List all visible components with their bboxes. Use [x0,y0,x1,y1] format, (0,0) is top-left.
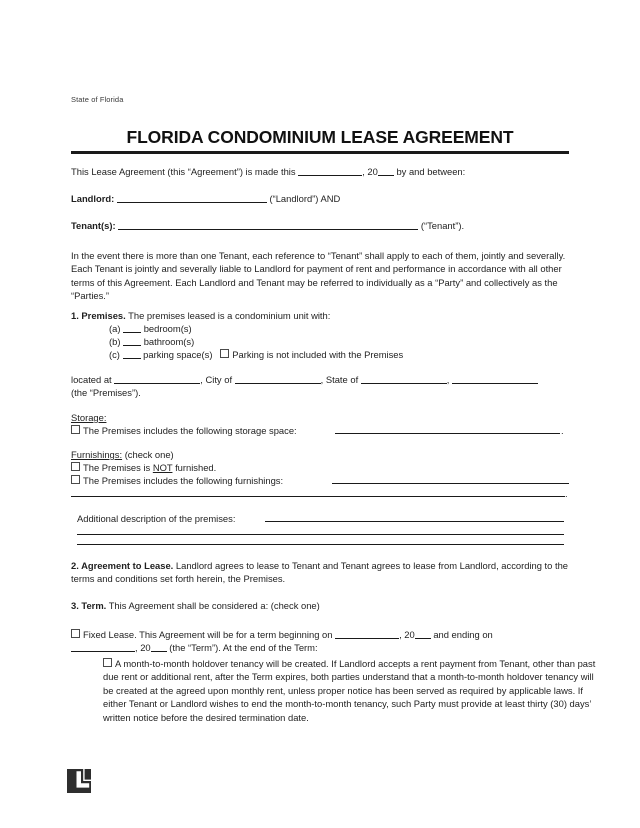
parking-not-included-checkbox[interactable] [220,349,229,358]
premises-bathrooms-blank[interactable] [123,336,141,346]
title-divider [71,151,569,154]
section-3-heading [71,599,569,612]
fixed-lease-label-d: , 20 [135,642,151,653]
furnishings-heading-text: Furnishings: [71,449,123,460]
term-start-day-blank[interactable] [335,629,399,639]
state-label: , State of [320,374,359,385]
additional-description-blank-3[interactable] [77,544,564,545]
storage-heading [71,411,569,424]
premises-parking-label: parking space(s) [143,349,213,360]
premises-parking-row [71,349,607,362]
furnishings-included-label: The Premises includes the following furnishings: [83,475,284,486]
section-2-number: 2. Agreement to Lease. [71,560,174,571]
state-blank[interactable] [361,374,447,384]
premises-bathrooms-row [71,336,607,349]
fixed-lease-label-c: and ending on [433,629,493,640]
holdover-checkbox[interactable] [103,658,112,667]
premises-bedrooms-row [71,323,607,336]
premises-parking-marker: (c) [109,349,120,360]
fixed-lease-end-row [71,641,569,654]
tenant-name-blank[interactable] [118,220,418,230]
located-at-label: located at [71,374,112,385]
fixed-lease-label-b: , 20 [399,629,415,640]
furnishings-period: . [565,488,568,499]
agreement-day-blank[interactable] [298,166,362,176]
term-start-year-blank[interactable] [415,629,431,639]
furnishings-check-one: (check one) [124,449,174,460]
fixed-lease-row [71,628,569,641]
section-1-heading-text: The premises leased is a condominium unit with: [128,310,331,321]
holdover-paragraph-text: A month-to-month holdover tenancy will be created. If Landlord accepts a rent payment from Tenant, other than past due rent or additional rent, after the Term expires, both parties understand that a month-to-month holdover tenancy will be created at the agreed upon monthly rent, unless proper notice has been served as required by applicable laws. If either Tenant or Landlord wishes to end the month-to-month tenancy, such Party must provide at least thirty (30) days’ written notice before the desired termination date. [103,658,596,723]
furnishings-heading [71,448,569,461]
storage-period: . [561,425,564,436]
section-3-number: 3. Term. [71,600,107,611]
storage-checkbox[interactable] [71,425,80,434]
term-end-year-blank[interactable] [151,642,167,652]
premises-bathrooms-marker: (b) [109,336,121,347]
storage-space-blank[interactable] [335,433,560,434]
agreement-year-prefix: , 20 [362,166,378,177]
storage-heading-text: Storage: [71,412,107,423]
section-1-heading [71,309,569,322]
holdover-paragraph-row [71,657,601,724]
agreement-date-suffix: by and between: [396,166,466,177]
agreement-date-prefix: This Lease Agreement (this “Agreement”) is made this [71,166,296,177]
additional-description-label: Additional description of the premises: [77,513,236,524]
city-label: , City of [200,374,233,385]
tenant-line [71,219,569,232]
page-title: FLORIDA CONDOMINIUM LEASE AGREEMENT [126,127,514,147]
tenant-label: Tenant(s): [71,220,116,231]
tenant-suffix: (“Tenant”). [420,220,465,231]
not-furnished-label-post: furnished. [175,462,217,473]
furnishings-included-checkbox[interactable] [71,475,80,484]
term-end-day-blank[interactable] [71,642,135,652]
agreement-date-line [71,165,569,178]
furnishings-blank-line-2[interactable] [71,496,565,497]
parking-not-included-label: Parking is not included with the Premises [232,349,404,360]
legal-templates-logo [67,769,91,793]
fixed-lease-label-a: Fixed Lease. This Agreement will be for a term beginning on [83,629,333,640]
premises-bedrooms-marker: (a) [109,323,121,334]
furnishings-blank-line-1[interactable] [332,483,569,484]
furnishings-included-row [71,474,569,487]
fixed-lease-label-e: (the “Term”). At the end of the Term: [169,642,318,653]
additional-description-blank-1[interactable] [265,521,564,522]
joint-several-paragraph: In the event there is more than one Tenant, each reference to “Tenant” shall apply to each of them, jointly and severally. Each Tenant is jointly and severally liable to Landlord for payment of rent and performance in accordance with all other terms of this Agreement. Each Landlord and Tenant may be referred to individually as a “Party” and collectively as the “Parties.” [71,250,566,302]
premises-bathrooms-label: bathroom(s) [143,336,195,347]
landlord-suffix: (“Landlord”) AND [269,193,341,204]
premises-bedrooms-label: bedroom(s) [143,323,192,334]
zip-label: , [446,374,450,385]
furnishings-not-row [71,461,569,474]
landlord-name-blank[interactable] [117,193,267,203]
section-1-number: 1. Premises. [71,310,126,321]
fixed-lease-checkbox[interactable] [71,629,80,638]
not-furnished-label-pre: The Premises is [83,462,151,473]
landlord-label: Landlord: [71,193,115,204]
street-address-blank[interactable] [114,374,200,384]
city-blank[interactable] [235,374,321,384]
premises-parking-blank[interactable] [123,349,141,359]
premises-bedrooms-blank[interactable] [123,323,141,333]
section-2-body: Landlord agrees to lease to Tenant and Tenant agrees to lease from Landlord, according to the terms and conditions set forth herein, the Premises. [71,560,569,585]
not-furnished-checkbox[interactable] [71,462,80,471]
agreement-year-blank[interactable] [378,166,394,176]
storage-option-row [71,424,569,437]
section-3-heading-text: This Agreement shall be considered a: (check one) [108,600,320,611]
storage-option-label: The Premises includes the following storage space: [83,425,297,436]
additional-description-blank-2[interactable] [77,534,564,535]
landlord-line [71,192,569,205]
not-furnished-emphasis: NOT [152,462,173,473]
premises-defined-term: (the “Premises”). [71,387,141,398]
section-2-block [71,559,569,586]
additional-description-row [71,512,575,525]
premises-address-line [71,373,569,386]
state-line: State of Florida [71,95,124,104]
zip-blank[interactable] [452,374,538,384]
